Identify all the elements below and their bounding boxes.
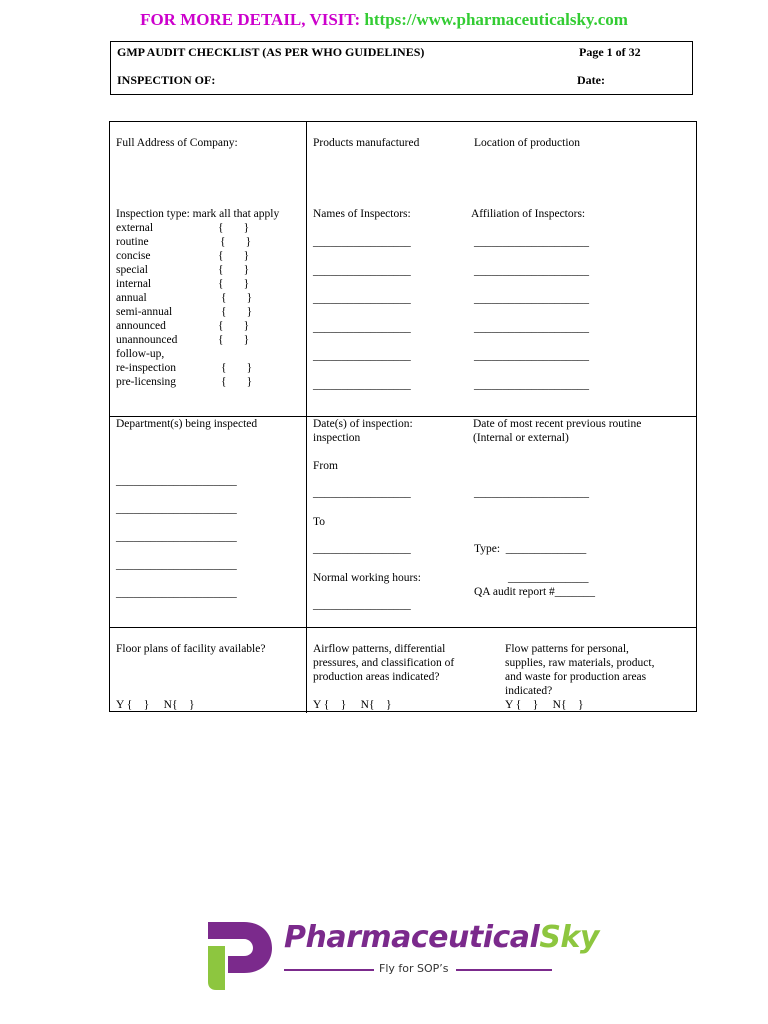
inspection-type-label: internal (116, 278, 152, 290)
inspection-type-label: special (116, 264, 148, 276)
inspection-dates-label: Date(s) of inspection: (313, 418, 413, 430)
flow-patterns-question-4: indicated? (505, 685, 553, 697)
inspection-type-checkbox[interactable]: { } (221, 292, 253, 304)
inspector-affiliation-heading: Affiliation of Inspectors: (471, 208, 586, 220)
previous-inspection-label: Date of most recent previous routine (473, 418, 642, 430)
inspection-dates-label-2: inspection (313, 432, 361, 444)
banner-url-link[interactable]: https://www.pharmaceuticalsky.com (364, 10, 628, 29)
qa-blank-field[interactable]: ______________ (508, 572, 589, 584)
inspection-type-checkbox[interactable]: { } (220, 236, 252, 248)
logo-wordmark (284, 920, 599, 955)
pharmaceuticalsky-logo (198, 912, 599, 992)
department-field[interactable]: _____________________ (116, 587, 237, 599)
working-hours-label: Normal working hours: (313, 572, 421, 584)
inspection-type-checkbox[interactable]: { } (221, 306, 253, 318)
inspector-name-field[interactable]: _________________ (313, 293, 411, 305)
page-number: Page 1 of 32 (579, 45, 641, 59)
date-label: Date: (577, 73, 605, 87)
from-date-field[interactable]: _________________ (313, 487, 411, 499)
inspector-affiliation-field[interactable]: ____________________ (474, 378, 589, 391)
department-field[interactable]: _____________________ (116, 531, 237, 543)
flow-patterns-question-1: Flow patterns for personal, (505, 643, 629, 655)
inspection-type-label: pre-licensing (116, 376, 177, 388)
previous-date-field[interactable]: ____________________ (474, 487, 589, 499)
inspection-type-label: routine (116, 236, 149, 248)
company-address-label: Full Address of Company: (116, 137, 238, 149)
audit-form-table (109, 121, 697, 712)
logo-tagline-text: Fly for SOP’s (379, 962, 449, 975)
airflow-question-2: pressures, and classification of (313, 657, 455, 669)
airflow-question-3: production areas indicated? (313, 671, 440, 683)
type-field[interactable]: Type: ______________ (474, 543, 587, 555)
to-label: To (313, 516, 325, 528)
banner-prefix: FOR MORE DETAIL, VISIT: (140, 10, 365, 29)
checklist-header (110, 41, 693, 95)
flow-patterns-question-3: and waste for production areas (505, 671, 647, 683)
logo-tagline (284, 962, 552, 976)
website-banner (0, 10, 768, 30)
airflow-question-1: Airflow patterns, differential (313, 643, 446, 655)
inspection-type-checkbox[interactable]: { } (221, 362, 253, 374)
departments-label: Department(s) being inspected (116, 418, 258, 430)
inspection-type-checkbox[interactable]: { } (218, 222, 250, 234)
inspection-type-checkbox[interactable]: { } (218, 320, 250, 332)
inspector-affiliation-field[interactable]: ____________________ (474, 321, 589, 334)
inspector-name-field[interactable]: _________________ (313, 236, 411, 248)
inspector-names-heading: Names of Inspectors: (313, 208, 411, 220)
inspection-type-label: concise (116, 250, 151, 262)
inspection-type-label: re-inspection (116, 362, 177, 374)
inspector-name-field[interactable]: _________________ (313, 264, 411, 277)
inspection-type-label: follow-up, (116, 348, 165, 360)
inspection-type-label: annual (116, 292, 147, 304)
flow-patterns-question-2: supplies, raw materials, product, (505, 657, 655, 669)
logo-p-mark-icon (198, 912, 278, 992)
department-field[interactable]: _____________________ (116, 503, 237, 515)
inspection-type-checkbox[interactable]: { } (218, 278, 250, 290)
products-manufactured-label: Products manufactured (313, 137, 420, 149)
department-field[interactable]: _____________________ (116, 559, 237, 571)
inspection-type-checkbox[interactable]: { } (221, 376, 253, 388)
inspection-type-label: external (116, 222, 154, 234)
inspector-affiliation-field[interactable]: ____________________ (474, 293, 589, 305)
inspection-type-checkbox[interactable]: { } (218, 264, 250, 276)
inspector-name-field[interactable]: _________________ (313, 350, 411, 362)
inspector-affiliation-field[interactable]: ____________________ (474, 236, 589, 248)
checklist-title: GMP AUDIT CHECKLIST (AS PER WHO GUIDELINES) (117, 45, 425, 59)
inspector-name-field[interactable]: _________________ (313, 378, 411, 391)
inspection-type-label: unannounced (116, 334, 178, 346)
department-field[interactable]: _____________________ (116, 475, 237, 487)
from-label: From (313, 460, 338, 472)
working-hours-field[interactable]: _________________ (313, 599, 411, 611)
logo-word-sky: Sky (539, 920, 599, 955)
inspection-type-checkbox[interactable]: { } (218, 334, 250, 346)
inspection-type-heading: Inspection type: mark all that apply (116, 208, 280, 220)
inspector-name-field[interactable]: _________________ (313, 321, 411, 334)
inspection-of-label: INSPECTION OF: (117, 73, 216, 87)
airflow-yes-no[interactable]: Y { } N{ } (313, 699, 392, 711)
floor-plans-yes-no[interactable]: Y { } N{ } (116, 699, 195, 711)
to-date-field[interactable]: _________________ (313, 543, 411, 555)
inspector-affiliation-field[interactable]: ____________________ (474, 264, 589, 277)
qa-audit-report-field[interactable]: QA audit report #_______ (474, 586, 596, 598)
inspection-type-label: semi-annual (116, 306, 173, 318)
previous-inspection-label-2: (Internal or external) (473, 432, 569, 444)
floor-plans-question: Floor plans of facility available? (116, 643, 266, 655)
inspector-affiliation-field[interactable]: ____________________ (474, 350, 589, 362)
production-location-label: Location of production (474, 137, 581, 149)
inspection-type-label: announced (116, 320, 166, 332)
inspection-type-checkbox[interactable]: { } (218, 250, 250, 262)
logo-word-pharmaceutical: Pharmaceutical (284, 920, 540, 955)
flow-patterns-yes-no[interactable]: Y { } N{ } (505, 699, 584, 711)
